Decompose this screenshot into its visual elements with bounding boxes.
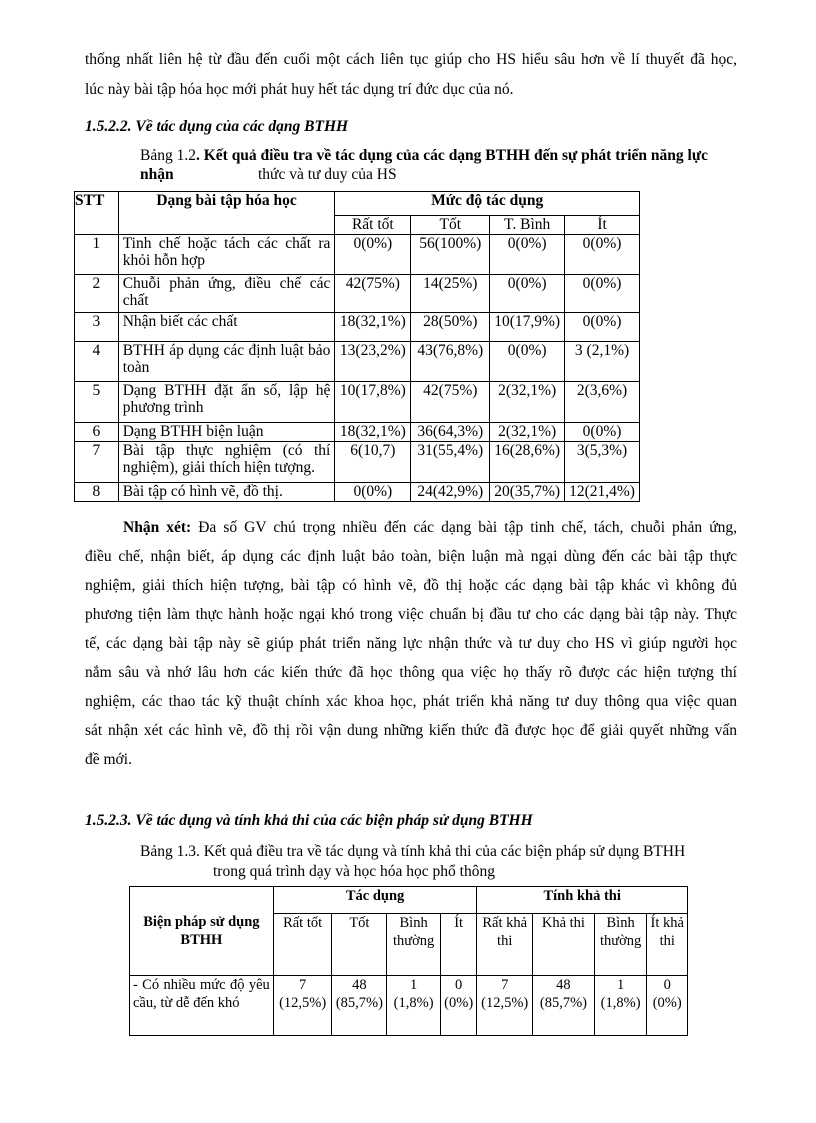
row-value: 0(0%) [490,342,565,382]
table-1-2 [74,191,640,502]
row-feasible-value: 1 (1,8%) [594,976,647,1036]
row-type: Chuỗi phản ứng, điều chế các chất [118,275,335,313]
table-row [75,342,640,382]
table-1-2-caption-prefix: Bảng 1.2 [140,147,196,164]
row-stt: 6 [75,423,119,442]
row-value: 3 (2,1%) [565,342,640,382]
row-type: Tinh chế hoặc tách các chất ra khỏi hỗn hợp [118,235,335,275]
header-effect-level: Mức độ tác dụng [335,192,640,216]
row-effect-value: 7 (12,5%) [273,976,332,1036]
header-exercise-type: Dạng bài tập hóa học [118,192,335,235]
row-value: 42(75%) [411,382,490,423]
row-stt: 7 [75,442,119,483]
header-feasible-little: Ít khả thi [647,914,688,976]
table-row [75,483,640,502]
row-feasible-value: 0 (0%) [647,976,688,1036]
row-type: Bài tập có hình vẽ, đồ thị. [118,483,335,502]
row-value: 0(0%) [335,235,411,275]
row-value: 18(32,1%) [335,423,411,442]
table-1-2-caption-line-1 [140,146,740,184]
row-feasible-value: 48 (85,7%) [533,976,595,1036]
row-stt: 3 [75,313,119,342]
row-value: 13(23,2%) [335,342,411,382]
row-value: 2(3,6%) [565,382,640,423]
row-value: 56(100%) [411,235,490,275]
row-value: 10(17,8%) [335,382,411,423]
header-effect: Tác dụng [273,887,477,914]
row-stt: 5 [75,382,119,423]
remark-line-8: sát nhận xét các hình vẽ, đồ thị rồi vận dung những kiến thức đã được học để giải quyết những vấn [85,722,737,739]
row-stt: 8 [75,483,119,502]
remark-label: Nhận xét: [123,519,192,536]
row-value: 43(76,8%) [411,342,490,382]
row-value: 31(55,4%) [411,442,490,483]
row-value: 0(0%) [490,235,565,275]
row-value: 10(17,9%) [490,313,565,342]
remark-line-4: phương tiện làm thực hành hoặc ngại khó trong việc chuẩn bị đầu tư cho các dạng bài tập này. Thực [85,606,737,623]
table-row [75,442,640,483]
remark-text: Đa số GV chú trọng nhiều đến các dạng bài tập tinh chế, tách, chuỗi phản ứng, [191,519,738,536]
header-good: Tốt [411,216,490,235]
table-row [75,313,640,342]
row-value: 0(0%) [565,313,640,342]
header-effect-good: Tốt [332,914,387,976]
row-value: 0(0%) [565,235,640,275]
header-effect-little: Ít [440,914,476,976]
row-value: 2(32,1%) [490,423,565,442]
header-very-good: Rất tốt [335,216,411,235]
table-1-3-caption-line-2: trong quá trình dạy và học hóa học phổ thông [213,863,495,880]
table-row [130,976,688,1036]
row-type: Bài tập thực nghiệm (có thí nghiệm), giải thích hiện tượng. [118,442,335,483]
row-value: 3(5,3%) [565,442,640,483]
remark-line-2: điều chế, nhận biết, áp dụng các định luật bảo toàn, biện luận mà ngại dùng đến các bài tập thực [85,548,737,565]
section-heading-1-5-2-3: 1.5.2.3. Về tác dụng và tính khả thi của các biện pháp sử dụng BTHH [85,812,533,829]
row-value: 16(28,6%) [490,442,565,483]
remark-line-1 [85,513,737,542]
table-1-3 [129,886,688,1036]
row-stt: 2 [75,275,119,313]
row-stt: 4 [75,342,119,382]
row-measure: - Có nhiều mức độ yêu cầu, từ dễ đến khó [130,976,274,1036]
remark-line-6: nắm sâu và nhớ lâu hơn các kiến thức đã học thông qua việc họ thấy rõ được các hiện tượng thí [85,664,737,681]
row-effect-value: 1 (1,8%) [387,976,441,1036]
section-heading-1-5-2-2: 1.5.2.2. Về tác dụng của các dạng BTHH [85,118,349,135]
row-value: 28(50%) [411,313,490,342]
header-feasible-very: Rất khả thi [477,914,533,976]
intro-line-2: lúc này bài tập hóa học mới phát huy hết tác dụng trí đức dục của nó. [85,81,514,98]
header-feasible-normal: Bình thường [594,914,647,976]
header-feasible: Khả thi [533,914,595,976]
row-value: 18(32,1%) [335,313,411,342]
header-little: Ít [565,216,640,235]
row-value: 42(75%) [335,275,411,313]
row-value: 0(0%) [335,483,411,502]
table-row [75,275,640,313]
row-stt: 1 [75,235,119,275]
row-type: BTHH áp dụng các định luật bảo toàn [118,342,335,382]
row-value: 0(0%) [565,275,640,313]
table-row [75,382,640,423]
remark-line-7: nghiệm, các thao tác kỹ thuật chính xác khoa học, phát triển khả năng tư duy thông qua việc quan [85,693,737,710]
remark-line-5: tế, các dạng bài tập này sẽ giúp phát triển năng lực nhận thức và tư duy cho HS vì giúp người học [85,635,737,652]
table-1-2-caption-line-2: thức và tư duy của HS [258,166,397,183]
row-value: 24(42,9%) [411,483,490,502]
table-row [75,235,640,275]
row-value: 2(32,1%) [490,382,565,423]
row-value: 0(0%) [565,423,640,442]
row-value: 36(64,3%) [411,423,490,442]
remark-line-3: nghiệm, giải thích hiện tượng, bài tập có hình vẽ, đồ thị hoặc các dạng bài tập khác vì không đủ [85,577,737,594]
intro-line-1: thống nhất liên hệ từ đầu đến cuối một cách liên tục giúp cho HS hiểu sâu hơn về lí thuyết đã học, [85,51,737,68]
row-effect-value: 0 (0%) [440,976,476,1036]
header-stt: STT [75,192,119,235]
row-value: 12(21,4%) [565,483,640,502]
row-feasible-value: 7 (12,5%) [477,976,533,1036]
row-value: 20(35,7%) [490,483,565,502]
table-1-2-caption-text: . Kết quả điều tra về tác dụng của các dạng BTHH đến sự phát triển năng lực nhận [140,147,709,183]
row-value: 6(10,7) [335,442,411,483]
header-effect-normal: Bình thường [387,914,441,976]
header-effect-very-good: Rất tốt [273,914,332,976]
row-type: Dạng BTHH đặt ẩn số, lập hệ phương trình [118,382,335,423]
header-average: T. Bình [490,216,565,235]
table-row [75,423,640,442]
header-feasibility: Tính khả thi [477,887,688,914]
row-value: 0(0%) [490,275,565,313]
remark-line-9: đề mới. [85,751,132,768]
row-type: Nhận biết các chất [118,313,335,342]
row-type: Dạng BTHH biện luận [118,423,335,442]
table-1-3-caption-line-1: Bảng 1.3. Kết quả điều tra về tác dụng và tính khả thi của các biện pháp sử dụng BTHH [140,843,686,860]
header-measure: Biện pháp sử dụng BTHH [130,887,274,976]
row-effect-value: 48 (85,7%) [332,976,387,1036]
row-value: 14(25%) [411,275,490,313]
